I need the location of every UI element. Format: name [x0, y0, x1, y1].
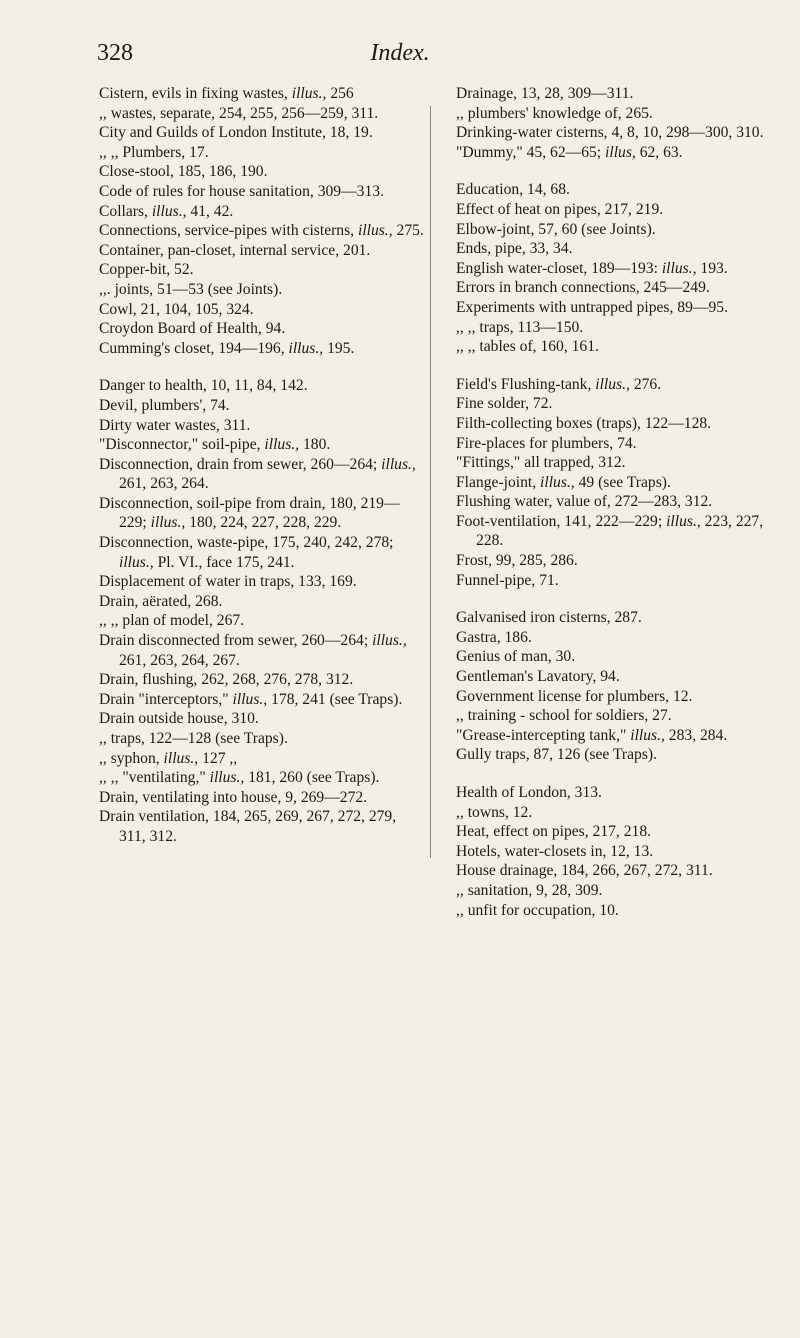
index-entry: Galvanised iron cisterns, 287.	[456, 609, 642, 627]
index-entry: Government license for plumbers, 12.	[456, 687, 693, 705]
index-entry: Filth-collecting boxes (traps), 122—128.	[456, 414, 712, 432]
index-entry: ,,. joints, 51—53 (see Joints).	[99, 280, 283, 298]
index-entry: Heat, effect on pipes, 217, 218.	[456, 823, 652, 841]
index-entry: Cumming's closet, 194—196, illus., 195.	[99, 339, 355, 357]
index-entry: Field's Flushing-tank, illus., 276.	[456, 375, 662, 393]
index-entry: "Dummy," 45, 62—65; illus, 62, 63.	[456, 143, 683, 161]
index-entry: Displacement of water in traps, 133, 169.	[99, 573, 357, 591]
index-entry: Drinking-water cisterns, 4, 8, 10, 298—300, 310.	[456, 124, 764, 142]
index-entry: Gully traps, 87, 126 (see Traps).	[456, 746, 657, 764]
page-number: 328	[97, 40, 133, 66]
index-entry: Cistern, evils in fixing wastes, illus., 256	[99, 85, 354, 102]
index-entry: House drainage, 184, 266, 267, 272, 311.	[456, 862, 713, 880]
index-entry: "Fittings," all trapped, 312.	[456, 454, 626, 472]
index-entry: Flange-joint, illus., 49 (see Traps).	[456, 473, 671, 491]
index-entry: Drainage, 13, 28, 309—311.	[456, 85, 634, 102]
index-entry: ,, towns, 12.	[456, 803, 533, 821]
index-entry: Drain ventilation, 184, 265, 269, 267, 272, 279, 311, 312.	[99, 808, 397, 845]
index-entry: Drain outside house, 310.	[99, 710, 259, 728]
index-entry: Code of rules for house sanitation, 309—313.	[99, 182, 384, 200]
index-entry: Devil, plumbers', 74.	[99, 396, 230, 414]
index-entry: ,, ,, Plumbers, 17.	[99, 143, 209, 161]
index-entry: ,, sanitation, 9, 28, 309.	[456, 881, 603, 899]
index-column-right	[456, 84, 786, 920]
index-entry: Elbow-joint, 57, 60 (see Joints).	[456, 220, 656, 238]
index-entry: Foot-ventilation, 141, 222—229; illus., 223, 227, 228.	[456, 512, 764, 550]
index-entry: ,, ,, plan of model, 267.	[99, 612, 245, 630]
section-gap	[99, 358, 424, 376]
index-entry: Genius of man, 30.	[456, 648, 576, 666]
index-entry: ,, syphon, illus., 127 ,,	[99, 749, 238, 767]
index-entry: City and Guilds of London Institute, 18, 19.	[99, 124, 373, 142]
index-entry: Disconnection, drain from sewer, 260—264; illus., 261, 263, 264.	[99, 455, 416, 493]
index-entry: Drain, flushing, 262, 268, 276, 278, 312.	[99, 671, 354, 689]
index-entry: Drain, ventilating into house, 9, 269—272.	[99, 788, 368, 806]
page-header	[0, 40, 800, 80]
index-entry: Ends, pipe, 33, 34.	[456, 240, 573, 258]
index-entry: Health of London, 313.	[456, 784, 602, 801]
index-entry: Errors in branch connections, 245—249.	[456, 279, 710, 297]
index-entry: Effect of heat on pipes, 217, 219.	[456, 200, 664, 218]
index-entry: "Disconnector," soil-pipe, illus., 180.	[99, 436, 331, 454]
index-entry: ,, ,, tables of, 160, 161.	[456, 338, 599, 356]
index-entry: "Grease-intercepting tank," illus., 283, 284.	[456, 726, 728, 744]
index-entry: ,, traps, 122—128 (see Traps).	[99, 730, 288, 747]
index-entry: Experiments with untrapped pipes, 89—95.	[456, 298, 728, 316]
index-entry: Connections, service-pipes with cisterns, illus., 275.	[99, 222, 424, 240]
index-entry: Croydon Board of Health, 94.	[99, 320, 286, 338]
index-entry: Drain, aërated, 268.	[99, 592, 223, 610]
index-entry: Funnel-pipe, 71.	[456, 571, 559, 589]
index-entry: Frost, 99, 285, 286.	[456, 552, 578, 570]
index-entry: ,, unfit for occupation, 10.	[456, 901, 619, 919]
index-entry: Gastra, 186.	[456, 628, 532, 646]
index-entry: Disconnection, soil-pipe from drain, 180, 219—229; illus., 180, 224, 227, 228, 229.	[99, 494, 400, 532]
section-gap	[456, 357, 786, 375]
section-gap	[456, 765, 786, 783]
index-entry: Close-stool, 185, 186, 190.	[99, 163, 268, 181]
index-entry: Drain "interceptors," illus., 178, 241 (see Traps).	[99, 690, 403, 708]
index-entry: Danger to health, 10, 11, 84, 142.	[99, 377, 308, 395]
index-entry: ,, training - school for soldiers, 27.	[456, 707, 672, 725]
column-divider	[430, 106, 431, 858]
index-entry: Collars, illus., 41, 42.	[99, 202, 234, 220]
index-entry: Education, 14, 68.	[456, 181, 570, 199]
index-entry: ,, wastes, separate, 254, 255, 256—259, 311.	[99, 104, 379, 122]
index-entry: Container, pan-closet, internal service, 201.	[99, 241, 371, 259]
running-title: Index.	[370, 40, 430, 66]
index-entry: Flushing water, value of, 272—283, 312.	[456, 493, 713, 511]
index-entry: ,, ,, "ventilating," illus., 181, 260 (see Traps).	[99, 769, 380, 787]
index-entry: ,, plumbers' knowledge of, 265.	[456, 104, 653, 122]
index-entry: English water-closet, 189—193: illus., 193.	[456, 259, 728, 277]
section-gap	[456, 162, 786, 180]
index-entry: Gentleman's Lavatory, 94.	[456, 668, 620, 686]
index-entry: Drain disconnected from sewer, 260—264; illus., 261, 263, 264, 267.	[99, 632, 407, 669]
index-entry: Hotels, water-closets in, 12, 13.	[456, 842, 654, 860]
index-entry: Cowl, 21, 104, 105, 324.	[99, 300, 254, 318]
index-entry: Dirty water wastes, 311.	[99, 416, 251, 434]
index-entry: Fine solder, 72.	[456, 395, 553, 413]
index-entry: ,, ,, traps, 113—150.	[456, 318, 584, 336]
index-entry: Disconnection, waste-pipe, 175, 240, 242, 278; illus., Pl. VI., face 175, 241.	[99, 534, 394, 571]
index-entry: Fire-places for plumbers, 74.	[456, 434, 637, 452]
section-gap	[456, 590, 786, 608]
index-entry: Copper-bit, 52.	[99, 261, 194, 279]
index-column-left	[99, 84, 424, 847]
